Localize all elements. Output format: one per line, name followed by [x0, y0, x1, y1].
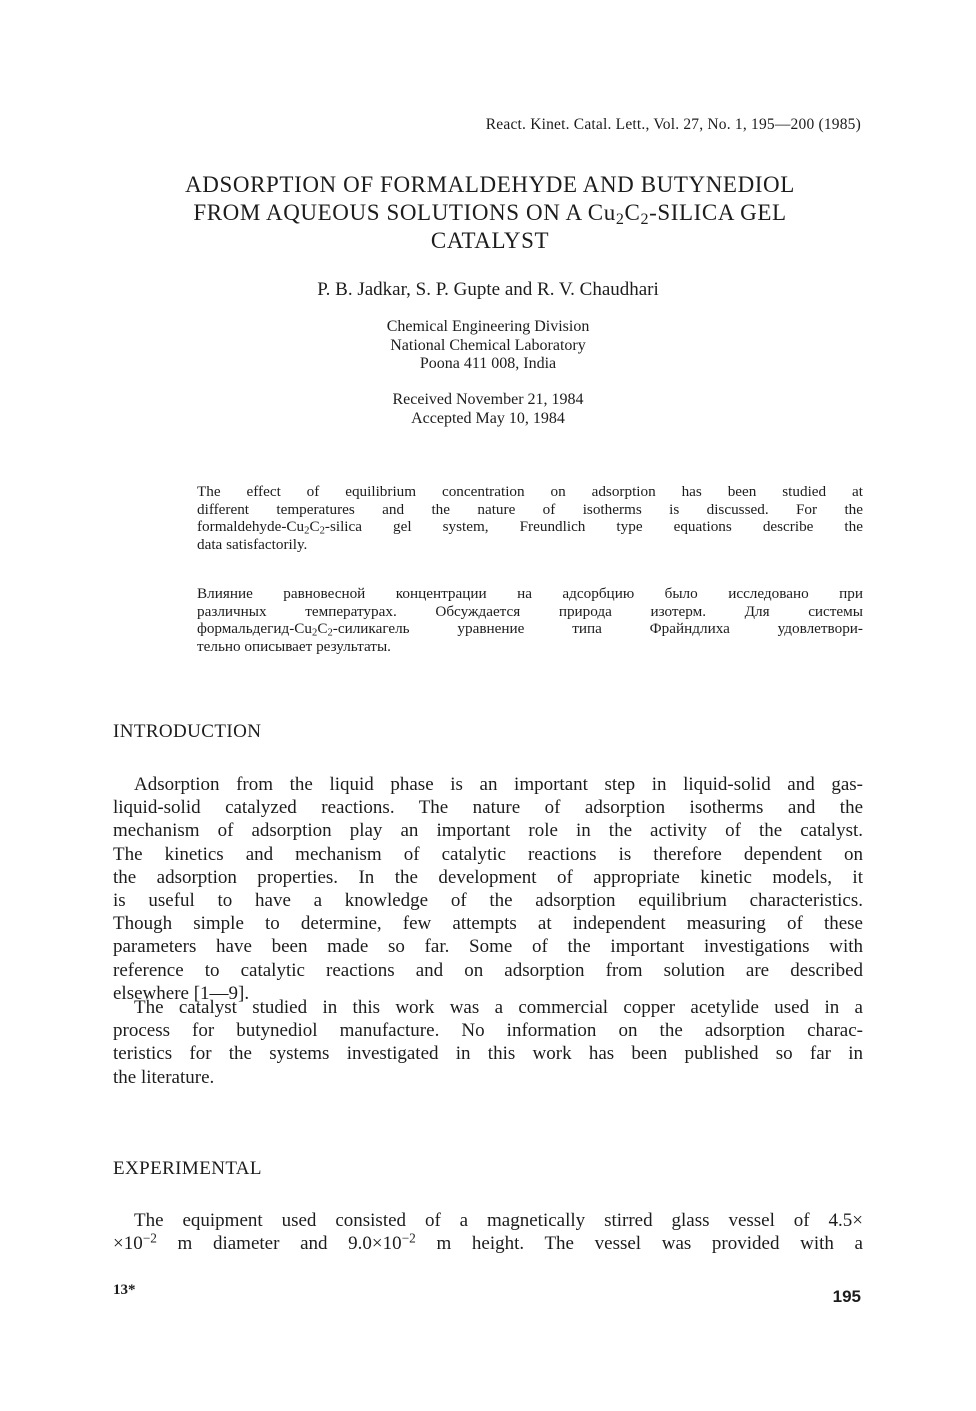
body-line: mechanism of adsorption play an important role in the activity of the catalyst. [113, 820, 863, 842]
abstract-en-text: -silica gel system, Freundlich type equations describe the [324, 518, 863, 535]
abstract-ru-text: -силикагель уравнение типа Фрайндлиха удовлетвори- [332, 620, 863, 637]
title-line-2-suffix: -SILICA GEL [649, 200, 787, 225]
body-superscript: −2 [142, 1230, 157, 1246]
body-line: Though simple to determine, few attempts at independent measuring of these [113, 913, 863, 935]
journal-reference: React. Kinet. Catal. Lett., Vol. 27, No. 1, 195—200 (1985) [485, 116, 861, 133]
title-line-3: CATALYST [430, 228, 550, 253]
abstract-russian [197, 585, 863, 655]
title-line-1: ADSORPTION OF FORMALDEHYDE AND BUTYNEDIOL [185, 172, 795, 197]
abstract-english [197, 483, 863, 553]
title-line-2-mid: C [624, 200, 641, 225]
title-line-2-prefix: FROM AQUEOUS SOLUTIONS ON A Cu [193, 200, 616, 225]
abstract-en-text: C [309, 518, 320, 535]
body-line [113, 1232, 863, 1255]
body-superscript: −2 [401, 1230, 416, 1246]
page-number: 195 [832, 1287, 861, 1306]
affiliation-division: Chemical Engineering Division [386, 318, 590, 335]
title-line-2 [110, 199, 870, 227]
abstract-ru-subscript: 2 [312, 627, 318, 639]
abstract-en-line: data satisfactorily. [197, 535, 308, 553]
body-line: The equipment used consisted of a magnetically stirred glass vessel of 4.5× [134, 1210, 863, 1231]
abstract-ru-line: Влияние равновесной концентрации на адсорбцию было исследовано при [197, 585, 863, 602]
abstract-en-text: formaldehyde-Cu [197, 518, 305, 535]
title-subscript-1: 2 [615, 211, 625, 229]
body-line: The catalyst studied in this work was a commercial copper acetylide used in a [134, 997, 863, 1018]
experimental-paragraph-1 [113, 1209, 863, 1255]
body-line: elsewhere [1—9]. [113, 982, 250, 1004]
body-line: the literature. [113, 1066, 215, 1088]
submission-dates [0, 391, 976, 428]
body-line: The kinetics and mechanism of catalytic reactions is therefore dependent on [113, 843, 863, 865]
introduction-heading: INTRODUCTION [113, 721, 262, 742]
affiliation-laboratory: National Chemical Laboratory [390, 336, 586, 354]
received-date: Received November 21, 1984 [392, 391, 584, 408]
body-line: liquid-solid catalyzed reactions. The nature of adsorption isotherms and the [113, 797, 863, 819]
body-line: parameters have been made so far. Some of the important investigations with [113, 936, 863, 958]
body-text-fragment: ×10 [113, 1233, 143, 1255]
abstract-en-line: The effect of equilibrium concentration on adsorption has been studied at [197, 483, 863, 500]
accepted-date: Accepted May 10, 1984 [411, 409, 565, 427]
body-line: the adsorption properties. In the development of appropriate kinetic models, it [113, 866, 863, 888]
body-line: teristics for the systems investigated in this work has been published so far in [113, 1043, 863, 1065]
experimental-heading: EXPERIMENTAL [113, 1158, 262, 1179]
body-text-fragment: m diameter and 9.0×10 [156, 1233, 402, 1255]
abstract-en-subscript: 2 [319, 525, 325, 537]
body-line: Adsorption from the liquid phase is an important step in liquid-solid and gas- [134, 774, 863, 795]
abstract-ru-line [197, 620, 863, 638]
affiliation-address: Poona 411 008, India [419, 355, 557, 372]
introduction-paragraph-1 [113, 773, 863, 1005]
article-title [110, 171, 870, 255]
abstract-ru-text: C [317, 620, 328, 637]
abstract-ru-line: различных температурах. Обсуждается природа изотерм. Для системы [197, 602, 863, 620]
body-line: reference to catalytic reactions and on adsorption from solution are described [113, 959, 863, 981]
abstract-en-line [197, 518, 863, 536]
abstract-ru-subscript: 2 [327, 627, 333, 639]
title-subscript-2: 2 [640, 211, 650, 229]
body-text-fragment: m height. The vessel was provided with a [415, 1233, 863, 1255]
body-line: is useful to have a knowledge of the adsorption equilibrium characteristics. [113, 890, 863, 912]
introduction-paragraph-2 [113, 996, 863, 1089]
abstract-ru-text: формальдегид-Cu [197, 620, 313, 637]
abstract-en-line: different temperatures and the nature of isotherms is discussed. For the [197, 500, 863, 518]
abstract-en-subscript: 2 [304, 525, 310, 537]
body-line: process for butynediol manufacture. No information on the adsorption charac- [113, 1020, 863, 1042]
abstract-ru-line: тельно описывает результаты. [197, 637, 391, 655]
signature-mark: 13* [113, 1282, 136, 1298]
affiliation [0, 318, 976, 374]
authors: P. B. Jadkar, S. P. Gupte and R. V. Chaudhari [317, 279, 659, 300]
